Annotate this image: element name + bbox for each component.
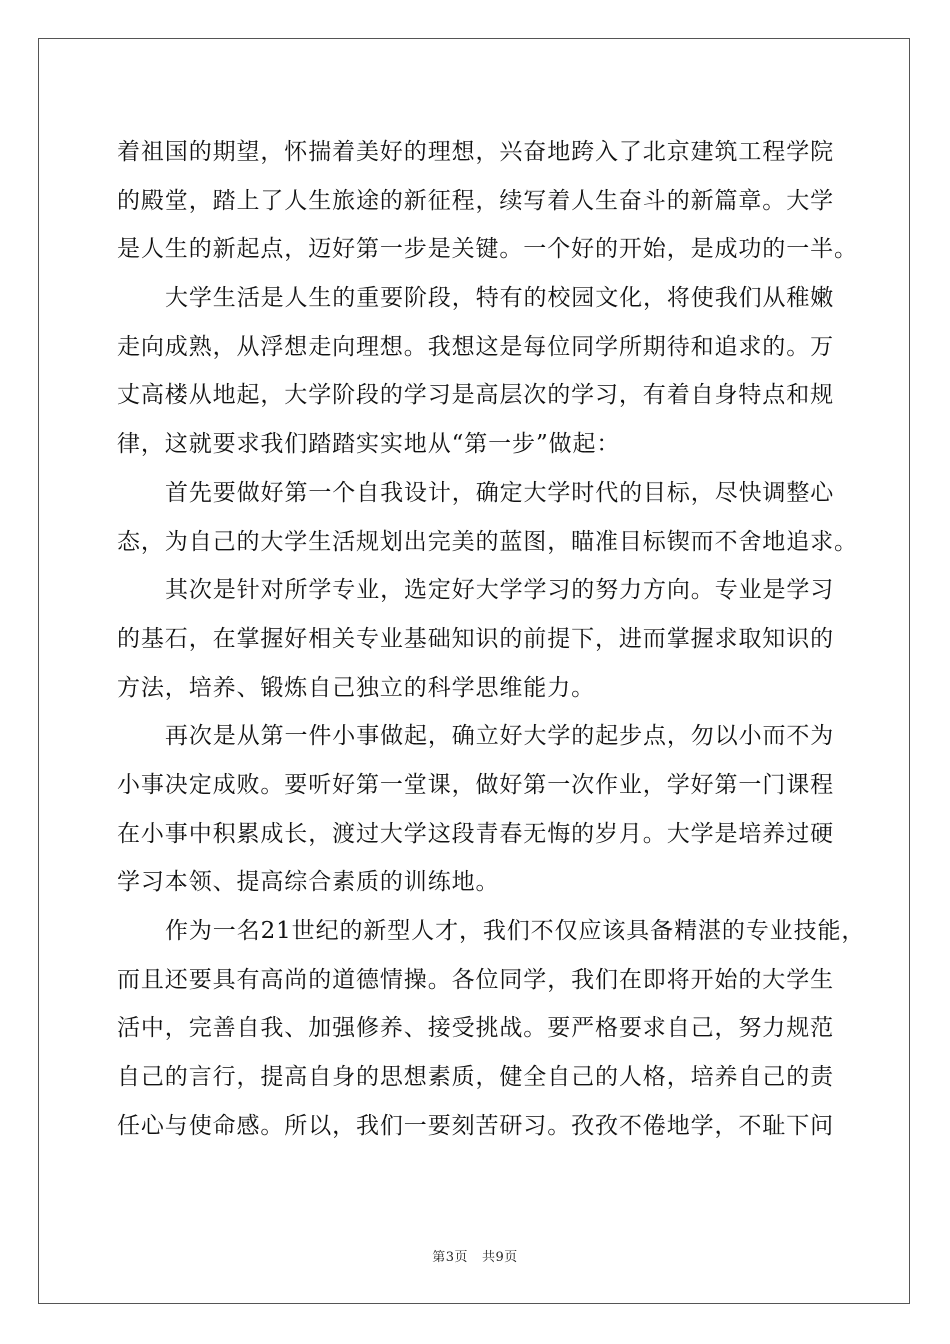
paragraph-start-line: 再次是从第一件小事做起，确立好大学的起步点，勿以小而不为 [165, 723, 835, 750]
document-body [117, 128, 866, 1150]
text-line: 的基石，在掌握好相关专业基础知识的前提下，进而掌握求取知识的 [117, 625, 834, 652]
paragraph-start-line: 其次是针对所学专业，选定好大学学习的努力方向。专业是学习 [165, 577, 835, 604]
page-footer [0, 1246, 950, 1265]
text-line: 小事决定成败。要听好第一堂课，做好第一次作业，学好第一门课程 [117, 771, 834, 798]
page-number: 第3页 [432, 1250, 468, 1265]
text-line: 是人生的新起点，迈好第一步是关键。一个好的开始，是成功的一半。 [117, 236, 858, 263]
text-line: 丈高楼从地起，大学阶段的学习是高层次的学习，有着自身特点和规 [117, 382, 834, 409]
page-total: 共9页 [482, 1250, 518, 1265]
text-line: 活中，完善自我、加强修养、接受挑战。要严格要求自己，努力规范 [117, 1015, 834, 1042]
text-line: 律，这就要求我们踏踏实实地从“第一步”做起： [117, 431, 621, 458]
paragraph-start-line: 作为一名21世纪的新型人才，我们不仅应该具备精湛的专业技能， [165, 918, 866, 944]
paragraph-start-line: 首先要做好第一个自我设计，确定大学时代的目标，尽快调整心 [165, 479, 835, 506]
text-line: 态，为自己的大学生活规划出完美的蓝图，瞄准目标锲而不舍地追求。 [117, 528, 858, 555]
paragraph-start-line: 大学生活是人生的重要阶段，特有的校园文化，将使我们从稚嫩 [165, 285, 835, 312]
text-line: 自己的言行，提高自身的思想素质，健全自己的人格，培养自己的责 [117, 1064, 834, 1091]
text-line: 学习本领、提高综合素质的训练地。 [117, 869, 500, 896]
text-line: 方法，培养、锻炼自己独立的科学思维能力。 [117, 674, 595, 701]
text-line: 而且还要具有高尚的道德情操。各位同学，我们在即将开始的大学生 [117, 966, 834, 993]
text-line: 走向成熟，从浮想走向理想。我想这是每位同学所期待和追求的。万 [117, 333, 834, 360]
text-line: 任心与使命感。所以，我们一要刻苦研习。孜孜不倦地学，不耻下问 [117, 1112, 834, 1139]
text-line: 在小事中积累成长，渡过大学这段青春无悔的岁月。大学是培养过硬 [117, 820, 834, 847]
text-line: 着祖国的期望，怀揣着美好的理想，兴奋地跨入了北京建筑工程学院 [117, 139, 834, 165]
text-line: 的殿堂，踏上了人生旅途的新征程，续写着人生奋斗的新篇章。大学 [117, 187, 834, 214]
